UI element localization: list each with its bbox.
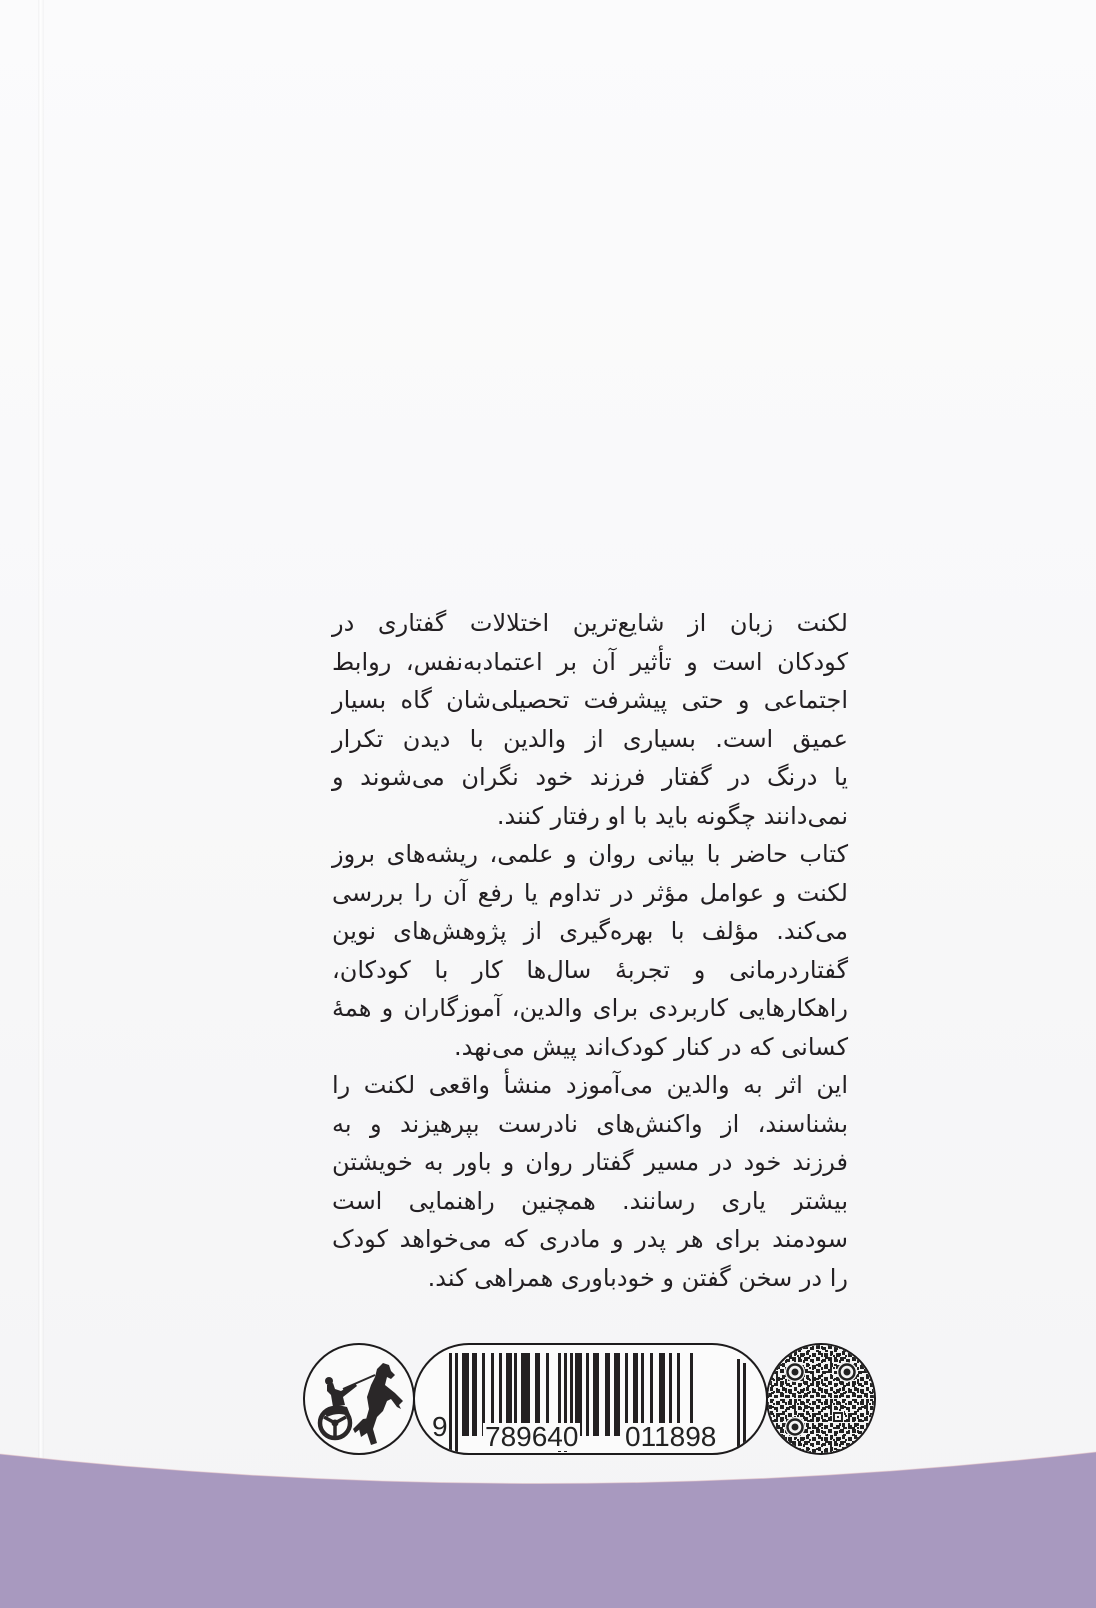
blurb-line: را در سخن گفتن و خودباوری همراهی کند. — [427, 1263, 848, 1292]
bottom-color-band — [0, 1440, 1096, 1608]
blurb-line: این اثر به والدین می‌آموزد منشأ واقعی لکنت را — [332, 1071, 848, 1099]
barcode-right-group: 011898 — [625, 1421, 717, 1452]
qr-code — [766, 1343, 876, 1455]
blurb-line: فرزند خود در مسیر گفتار روان و باور به خویشتن — [332, 1148, 848, 1176]
blurb-line: سودمند برای هر پدر و مادری که می‌خواهد کودک — [332, 1225, 848, 1253]
barcode-lead-digit: 9 — [432, 1411, 448, 1442]
blurb-line: عمیق است. بسیاری از والدین با دیدن تکرار — [332, 724, 848, 753]
blurb-line: بشناسند، از واکنش‌های نادرست بپرهیزند و به — [332, 1109, 848, 1138]
qr-code-icon — [768, 1345, 874, 1453]
blurb-line: بیشتر یاری رسانند. همچنین راهنمایی است — [332, 1186, 848, 1215]
blurb-line: کسانی که در کنار کودک‌اند پیش می‌نهد. — [453, 1032, 848, 1061]
blurb-line: لکنت زبان از شایع‌ترین اختلالات گفتاری در — [332, 609, 848, 637]
blurb-line: کودکان است و تأثیر آن بر اعتمادبه‌نفس، روابط — [332, 647, 848, 676]
blurb-line: کتاب حاضر با بیانی روان و علمی، ریشه‌های بروز — [332, 840, 848, 868]
blurb-line: راهکارهایی کاربردی برای والدین، آموزگاران و همهٔ — [332, 994, 848, 1022]
blurb-line: یا درنگ در گفتار فرزند خود نگران می‌شوند و — [332, 763, 848, 791]
blurb-text — [332, 604, 848, 1297]
blurb-line: گفتاردرمانی و تجربهٔ سال‌ها کار با کودکان، — [332, 955, 848, 984]
barcode-left-group: 789640 — [485, 1421, 579, 1452]
blurb-line: اجتماعی و حتی پیشرفت تحصیلی‌شان گاه بسیار — [332, 686, 848, 714]
blurb-line: لکنت و عوامل مؤثر در تداوم یا رفع آن را بررسی — [332, 878, 848, 907]
publisher-logo — [303, 1343, 415, 1455]
blurb-line: می‌کند. مؤلف با بهره‌گیری از پژوهش‌های نوین — [332, 917, 848, 945]
chariot-horse-icon — [305, 1345, 413, 1453]
isbn-barcode — [413, 1343, 768, 1455]
blurb-line: نمی‌دانند چگونه باید با او رفتار کنند. — [496, 801, 848, 830]
spine-fold-line — [38, 0, 44, 1608]
